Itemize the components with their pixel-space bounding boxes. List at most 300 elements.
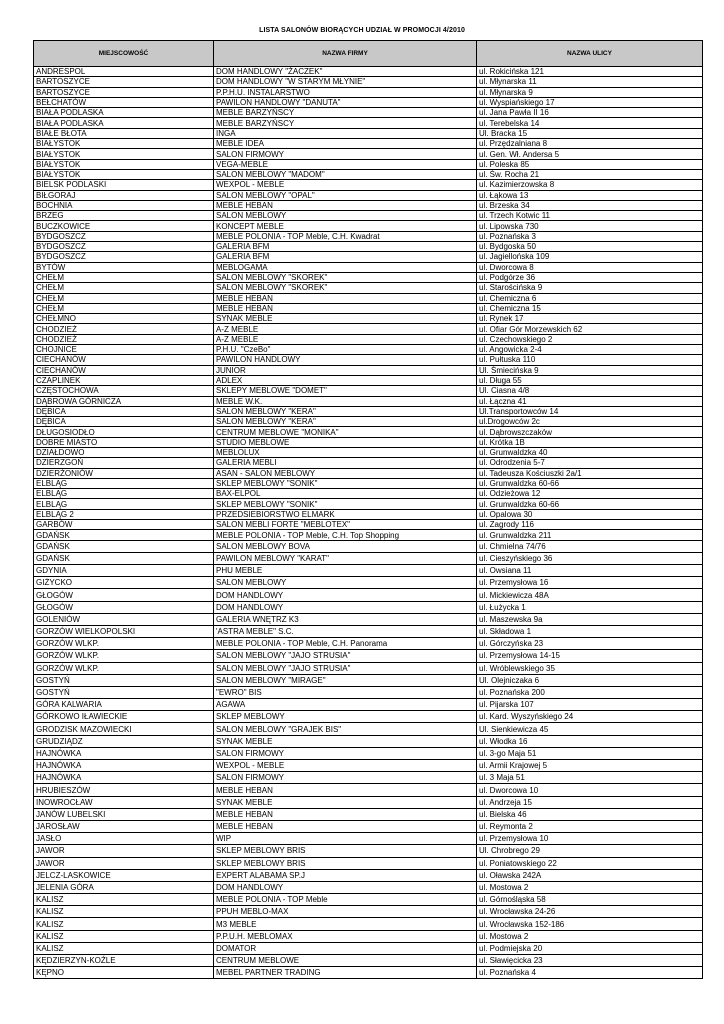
street-cell: ul. 3 Maja 51 <box>477 772 703 784</box>
city-cell: JAWOR <box>34 845 214 857</box>
street-cell: ul. Kard. Wyszyńskiego 24 <box>477 711 703 723</box>
city-cell: HAJNÓWKA <box>34 747 214 759</box>
street-cell: ul. Brzeska 34 <box>477 200 703 210</box>
table-row <box>34 772 703 784</box>
city-cell: CHEŁMNO <box>34 314 214 324</box>
street-cell: ul. Dworcowa 8 <box>477 262 703 272</box>
street-cell: ul. Andrzeja 15 <box>477 796 703 808</box>
table-row <box>34 499 703 509</box>
city-cell: KĘDZIERZYN-KOŹLE <box>34 955 214 967</box>
city-cell: DZIERŻONIÓW <box>34 468 214 478</box>
table-row <box>34 489 703 499</box>
header-row <box>34 41 703 67</box>
city-cell: BIŁGORAJ <box>34 190 214 200</box>
table-row <box>34 674 703 686</box>
company-cell: SYNAK MEBLE <box>214 796 477 808</box>
table-row <box>34 334 703 344</box>
table-row <box>34 437 703 447</box>
company-cell: CENTRUM MEBLOWE <box>214 955 477 967</box>
city-cell: JASŁO <box>34 833 214 845</box>
company-cell: PAWILON HANDLOWY <box>214 355 477 365</box>
city-cell: DĘBICA <box>34 406 214 416</box>
street-cell: ul. Chemiczna 15 <box>477 303 703 313</box>
city-cell: DZIERZGOŃ <box>34 458 214 468</box>
company-cell: MEBLE HEBAN <box>214 303 477 313</box>
city-cell: HAJNÓWKA <box>34 760 214 772</box>
company-cell: MEBLE BARZYŃSCY <box>214 108 477 118</box>
company-cell: STUDIO MEBLOWE <box>214 437 477 447</box>
table-row <box>34 67 703 77</box>
company-cell: MEBLE POLONIA - TOP Meble, C.H. Panorama <box>214 638 477 650</box>
table-row <box>34 625 703 637</box>
street-cell: ul. Poznańska 4 <box>477 967 703 979</box>
table-row <box>34 231 703 241</box>
city-cell: CZAPLINEK <box>34 375 214 385</box>
city-cell: KALISZ <box>34 906 214 918</box>
city-cell: GOSTYŃ <box>34 674 214 686</box>
street-cell: ul. Starościńska 9 <box>477 283 703 293</box>
city-cell: DŁUGOSIODŁO <box>34 427 214 437</box>
street-cell: ul. 3-go Maja 51 <box>477 747 703 759</box>
city-cell: CHODZIEŻ <box>34 334 214 344</box>
table-row <box>34 252 703 262</box>
street-cell: ul. Poznańska 200 <box>477 686 703 698</box>
street-cell: ul. Odzieżowa 12 <box>477 489 703 499</box>
street-cell: ul. Odrodzenia 5-7 <box>477 458 703 468</box>
table-row <box>34 638 703 650</box>
company-cell: SALON FIRMOWY <box>214 149 477 159</box>
company-cell: MEBEL PARTNER TRADING <box>214 967 477 979</box>
street-cell: ul. Reymonta 2 <box>477 820 703 832</box>
table-row <box>34 139 703 149</box>
table-row <box>34 650 703 662</box>
table-row <box>34 97 703 107</box>
table-row <box>34 930 703 942</box>
company-cell: SALON MEBLOWY <box>214 211 477 221</box>
table-row <box>34 118 703 128</box>
city-cell: BYTÓW <box>34 262 214 272</box>
company-cell: MEBLOLUX <box>214 447 477 457</box>
table-row <box>34 601 703 613</box>
table-row <box>34 406 703 416</box>
company-cell: PRZEDSIEBIORSTWO ELMARK <box>214 509 477 519</box>
street-cell: ul. Wrocławska 152-186 <box>477 918 703 930</box>
street-cell: ul. Mostowa 2 <box>477 881 703 893</box>
table-row <box>34 386 703 396</box>
company-cell: DOM HANDLOWY <box>214 601 477 613</box>
city-cell: BIAŁYSTOK <box>34 139 214 149</box>
city-cell: GORZÓW WLKP. <box>34 662 214 674</box>
street-cell: ul. Wyspiańskiego 17 <box>477 97 703 107</box>
city-cell: CHEŁM <box>34 293 214 303</box>
document-title: LISTA SALONÓW BIORĄCYCH UDZIAŁ W PROMOCJI 4/2010 <box>259 27 465 34</box>
street-cell: ul. Sławięcicka 23 <box>477 955 703 967</box>
table-row <box>34 87 703 97</box>
company-cell: SALON MEBLOWY "SKOREK" <box>214 272 477 282</box>
table-row <box>34 869 703 881</box>
city-cell: BIELSK PODLASKI <box>34 180 214 190</box>
company-cell: INGA <box>214 128 477 138</box>
street-cell: Ul. Śmiecińska 9 <box>477 365 703 375</box>
city-cell: CZĘSTOCHOWA <box>34 386 214 396</box>
city-cell: BUCZKOWICE <box>34 221 214 231</box>
table-row <box>34 396 703 406</box>
street-cell: ul. Grunwaldzka 60-66 <box>477 499 703 509</box>
company-cell: SALON MEBLI FORTE "MEBLOTEX" <box>214 520 477 530</box>
header-city: MIEJSCOWOŚĆ <box>34 41 214 67</box>
company-cell: P.P.U.H. MEBLOMAX <box>214 930 477 942</box>
table-row <box>34 293 703 303</box>
company-cell: GALERIA MEBLI <box>214 458 477 468</box>
street-cell: ul. Przemysłowa 10 <box>477 833 703 845</box>
street-cell: ul. Pijarska 107 <box>477 699 703 711</box>
city-cell: GORZÓW WLKP. <box>34 638 214 650</box>
city-cell: DZIAŁDOWO <box>34 447 214 457</box>
street-cell: ul. Bydgoska 50 <box>477 242 703 252</box>
city-cell: BIAŁE BŁOTA <box>34 128 214 138</box>
table-row <box>34 200 703 210</box>
company-cell: SKLEP MEBLOWY "SONIK" <box>214 499 477 509</box>
city-cell: KALISZ <box>34 942 214 954</box>
street-cell: ul. Mostowa 2 <box>477 930 703 942</box>
street-cell: Ul. Chrobrego 29 <box>477 845 703 857</box>
company-cell: SKLEPY MEBLOWE "DOMET" <box>214 386 477 396</box>
city-cell: GDAŃSK <box>34 540 214 552</box>
street-cell: ul. Włodka 16 <box>477 735 703 747</box>
city-cell: JANÓW LUBELSKI <box>34 808 214 820</box>
table-row <box>34 565 703 577</box>
table-row <box>34 833 703 845</box>
company-cell: SALON FIRMOWY <box>214 747 477 759</box>
company-cell: A-Z MEBLE <box>214 334 477 344</box>
company-cell: PAWILON HANDLOWY "DANUTA" <box>214 97 477 107</box>
company-cell: SALON MEBLOWY "MIRAGE" <box>214 674 477 686</box>
street-cell: ul. Mickiewicza 48A <box>477 589 703 601</box>
header-company: NAZWA FIRMY <box>214 41 477 67</box>
table-row <box>34 906 703 918</box>
city-cell: KĘPNO <box>34 967 214 979</box>
company-cell: SALON MEBLOWY "MADOM" <box>214 169 477 179</box>
table-row <box>34 881 703 893</box>
street-cell: ul. Dąbrowszczaków <box>477 427 703 437</box>
table-row <box>34 723 703 735</box>
city-cell: HRUBIESZÓW <box>34 784 214 796</box>
company-cell: MEBLE IDEA <box>214 139 477 149</box>
table-row <box>34 272 703 282</box>
city-cell: GARBÓW <box>34 520 214 530</box>
company-cell: ADLEX <box>214 375 477 385</box>
city-cell: INOWROCŁAW <box>34 796 214 808</box>
street-cell: ul. Grunwaldzka 40 <box>477 447 703 457</box>
company-cell: SALON MEBLOWY "KERA" <box>214 417 477 427</box>
table-row <box>34 942 703 954</box>
table-row <box>34 747 703 759</box>
table-row <box>34 540 703 552</box>
street-cell: Ul. Bracka 15 <box>477 128 703 138</box>
table-row <box>34 190 703 200</box>
city-cell: GRUDZIĄDZ <box>34 735 214 747</box>
city-cell: KALISZ <box>34 930 214 942</box>
city-cell: BYDGOSZCZ <box>34 231 214 241</box>
table-row <box>34 820 703 832</box>
street-cell: ul. Podmiejska 20 <box>477 942 703 954</box>
company-cell: P.P.H.U. INSTALARSTWO <box>214 87 477 97</box>
street-cell: ul. Składowa 1 <box>477 625 703 637</box>
table-row <box>34 589 703 601</box>
street-cell: ul. Maszewska 9a <box>477 613 703 625</box>
company-cell: PPUH MEBLO-MAX <box>214 906 477 918</box>
street-cell: ul. Poleska 85 <box>477 159 703 169</box>
table-row <box>34 955 703 967</box>
table-row <box>34 796 703 808</box>
table-row <box>34 365 703 375</box>
city-cell: GORZÓW WIELKOPOLSKI <box>34 625 214 637</box>
street-cell: ul. Opalowa 30 <box>477 509 703 519</box>
street-cell: ul. Grunwaldzka 60-66 <box>477 478 703 488</box>
city-cell: BARTOSZYCE <box>34 77 214 87</box>
city-cell: GRODZISK MAZOWIECKI <box>34 723 214 735</box>
table-row <box>34 509 703 519</box>
table-row <box>34 662 703 674</box>
table-row <box>34 967 703 979</box>
company-cell: 'ASTRA MEBLE" S.C. <box>214 625 477 637</box>
company-cell: EXPERT ALABAMA SP.J <box>214 869 477 881</box>
table-row <box>34 303 703 313</box>
street-cell: ul. Długa 55 <box>477 375 703 385</box>
city-cell: BYDGOSZCZ <box>34 252 214 262</box>
street-cell: ul. Lipowska 730 <box>477 221 703 231</box>
city-cell: BYDGOSZCZ <box>34 242 214 252</box>
street-cell: ul. Łąkowa 13 <box>477 190 703 200</box>
city-cell: GDYNIA <box>34 565 214 577</box>
table-row <box>34 211 703 221</box>
street-cell: ul. Młynarska 11 <box>477 77 703 87</box>
street-cell: ul. Grunwaldzka 211 <box>477 530 703 540</box>
street-cell: ul. Cieszyńskiego 36 <box>477 552 703 564</box>
table-row <box>34 552 703 564</box>
street-cell: ul. Rynek 17 <box>477 314 703 324</box>
table-row <box>34 314 703 324</box>
city-cell: GOLENIÓW <box>34 613 214 625</box>
company-cell: MEBLE W.K. <box>214 396 477 406</box>
street-cell: ul. Trzech Kotwic 11 <box>477 211 703 221</box>
street-cell: ul. Chemiczna 6 <box>477 293 703 303</box>
city-cell: ELBLĄG <box>34 489 214 499</box>
city-cell: KALISZ <box>34 918 214 930</box>
city-cell: GŁOGÓW <box>34 589 214 601</box>
street-cell: ul. Św. Rocha 21 <box>477 169 703 179</box>
company-cell: MEBLE POLONIA - TOP Meble, C.H. Kwadrat <box>214 231 477 241</box>
table-row <box>34 613 703 625</box>
table-row <box>34 417 703 427</box>
street-cell: ul. Czechowskiego 2 <box>477 334 703 344</box>
city-cell: GORZÓW WLKP. <box>34 650 214 662</box>
company-cell: CENTRUM MEBLOWE "MONIKA" <box>214 427 477 437</box>
table-row <box>34 699 703 711</box>
company-cell: M3 MEBLE <box>214 918 477 930</box>
city-cell: BRZEG <box>34 211 214 221</box>
street-cell: ul. Krótka 1B <box>477 437 703 447</box>
table-row <box>34 345 703 355</box>
company-cell: SKLEP MEBLOWY "SONIK" <box>214 478 477 488</box>
company-cell: P.H.U. "CzeBo" <box>214 345 477 355</box>
city-cell: CHODZIEŻ <box>34 324 214 334</box>
street-cell: ul. Wróblewskiego 35 <box>477 662 703 674</box>
table-row <box>34 686 703 698</box>
table-row <box>34 159 703 169</box>
table-row <box>34 458 703 468</box>
table-row <box>34 468 703 478</box>
table-row <box>34 169 703 179</box>
street-cell: ul. Górczyńska 23 <box>477 638 703 650</box>
company-cell: SYNAK MEBLE <box>214 314 477 324</box>
street-cell: ul. Młynarska 9 <box>477 87 703 97</box>
street-cell: ul. Zagrody 116 <box>477 520 703 530</box>
city-cell: ELBLĄG 2 <box>34 509 214 519</box>
street-cell: ul.Drogowców 2c <box>477 417 703 427</box>
company-cell: SKLEP MEBLOWY BRIS <box>214 845 477 857</box>
table-row <box>34 128 703 138</box>
table-row <box>34 478 703 488</box>
street-cell: ul. Łużycka 1 <box>477 601 703 613</box>
company-cell: GALERIA BFM <box>214 242 477 252</box>
street-cell: Ul. Sienkiewicza 45 <box>477 723 703 735</box>
salon-list-table <box>33 40 703 979</box>
city-cell: BARTOSZYCE <box>34 87 214 97</box>
company-cell: ASAN - SALON MEBLOWY <box>214 468 477 478</box>
company-cell: SKLEP MEBLOWY <box>214 711 477 723</box>
street-cell: ul. Wrocławska 24-26 <box>477 906 703 918</box>
table-row <box>34 808 703 820</box>
city-cell: GŁOGÓW <box>34 601 214 613</box>
company-cell: PAWILON MEBLOWY "KARAT" <box>214 552 477 564</box>
street-cell: ul. Angowicka 2-4 <box>477 345 703 355</box>
company-cell: KONCEPT MEBLE <box>214 221 477 231</box>
city-cell: GDAŃSK <box>34 552 214 564</box>
company-cell: PHU MEBLE <box>214 565 477 577</box>
company-cell: SALON MEBLOWY "SKOREK" <box>214 283 477 293</box>
city-cell: DĄBROWA GÓRNICZA <box>34 396 214 406</box>
company-cell: WIP <box>214 833 477 845</box>
company-cell: SALON FIRMOWY <box>214 772 477 784</box>
city-cell: JAROSŁAW <box>34 820 214 832</box>
company-cell: SALON MEBLOWY "JAJO STRUSIA" <box>214 650 477 662</box>
street-cell: ul. Oławska 242A <box>477 869 703 881</box>
street-cell: ul. Łączna 41 <box>477 396 703 406</box>
company-cell: MEBLE POLONIA - TOP Meble <box>214 894 477 906</box>
city-cell: BIAŁYSTOK <box>34 169 214 179</box>
street-cell: ul. Przemysłowa 16 <box>477 577 703 589</box>
city-cell: JELENIA GÓRA <box>34 881 214 893</box>
company-cell: DOM HANDLOWY "W STARYM MŁYNIE" <box>214 77 477 87</box>
street-cell: ul. Górnośląska 58 <box>477 894 703 906</box>
table-row <box>34 784 703 796</box>
street-cell: ul. Podgórze 36 <box>477 272 703 282</box>
company-cell: SALON MEBLOWY BOVA <box>214 540 477 552</box>
company-cell: DOM HANDLOWY "ŻACZEK" <box>214 67 477 77</box>
street-cell: ul. Gen. Wł. Andersa 5 <box>477 149 703 159</box>
company-cell: SALON MEBLOWY "JAJO STRUSIA" <box>214 662 477 674</box>
table-row <box>34 324 703 334</box>
city-cell: GOSTYŃ <box>34 686 214 698</box>
company-cell: MEBLE HEBAN <box>214 200 477 210</box>
street-cell: ul. Tadeusza Kościuszki 2a/1 <box>477 468 703 478</box>
street-cell: ul. Dworcowa 10 <box>477 784 703 796</box>
header-street: NAZWA ULICY <box>477 41 703 67</box>
table-row <box>34 242 703 252</box>
city-cell: ELBLĄG <box>34 499 214 509</box>
street-cell: ul. Kazimierzowska 8 <box>477 180 703 190</box>
table-row <box>34 262 703 272</box>
city-cell: CHEŁM <box>34 272 214 282</box>
street-cell: ul. Przemysłowa 14-15 <box>477 650 703 662</box>
city-cell: HAJNÓWKA <box>34 772 214 784</box>
company-cell: MEBLOGAMA <box>214 262 477 272</box>
city-cell: CHEŁM <box>34 303 214 313</box>
company-cell: GALERIA BFM <box>214 252 477 262</box>
city-cell: KALISZ <box>34 894 214 906</box>
city-cell: CHOJNICE <box>34 345 214 355</box>
company-cell: DOMATOR <box>214 942 477 954</box>
table-row <box>34 520 703 530</box>
company-cell: MEBLE HEBAN <box>214 808 477 820</box>
table-row <box>34 283 703 293</box>
street-cell: ul. Ofiar Gór Morzewskich 62 <box>477 324 703 334</box>
city-cell: GÓRKOWO IŁAWIECKIE <box>34 711 214 723</box>
company-cell: GALERIA WNĘTRZ K3 <box>214 613 477 625</box>
table-row <box>34 180 703 190</box>
table-row <box>34 760 703 772</box>
city-cell: DĘBICA <box>34 417 214 427</box>
table-row <box>34 375 703 385</box>
street-cell: ul. Przędzalniana 8 <box>477 139 703 149</box>
street-cell: ul. Chmielna 74/76 <box>477 540 703 552</box>
company-cell: SALON MEBLOWY "GRAJEK BIS" <box>214 723 477 735</box>
company-cell: SALON MEBLOWY "OPAL" <box>214 190 477 200</box>
company-cell: VEGA-MEBLE <box>214 159 477 169</box>
city-cell: ELBLĄG <box>34 478 214 488</box>
table-row <box>34 577 703 589</box>
city-cell: CIECHANÓW <box>34 365 214 375</box>
company-cell: DOM HANDLOWY <box>214 881 477 893</box>
company-cell: AGAWA <box>214 699 477 711</box>
table-row <box>34 447 703 457</box>
table-row <box>34 845 703 857</box>
table-row <box>34 221 703 231</box>
city-cell: JELCZ-LASKOWICE <box>34 869 214 881</box>
company-cell: MEBLE HEBAN <box>214 293 477 303</box>
street-cell: ul. Terebelska 14 <box>477 118 703 128</box>
city-cell: BEŁCHATÓW <box>34 97 214 107</box>
city-cell: DOBRE MIASTO <box>34 437 214 447</box>
company-cell: SALON MEBLOWY "KERA" <box>214 406 477 416</box>
city-cell: GÓRA KALWARIA <box>34 699 214 711</box>
street-cell: Ul.Transportowców 14 <box>477 406 703 416</box>
table-row <box>34 857 703 869</box>
city-cell: BIAŁA PODLASKA <box>34 118 214 128</box>
city-cell: ANDRESPOL <box>34 67 214 77</box>
table-row <box>34 711 703 723</box>
city-cell: BIAŁYSTOK <box>34 159 214 169</box>
table-row <box>34 108 703 118</box>
table-row <box>34 77 703 87</box>
company-cell: MEBLE HEBAN <box>214 820 477 832</box>
company-cell: JUNIOR <box>214 365 477 375</box>
company-cell: A-Z MEBLE <box>214 324 477 334</box>
street-cell: Ul. Olejniczaka 6 <box>477 674 703 686</box>
city-cell: GIŻYCKO <box>34 577 214 589</box>
table-row <box>34 355 703 365</box>
